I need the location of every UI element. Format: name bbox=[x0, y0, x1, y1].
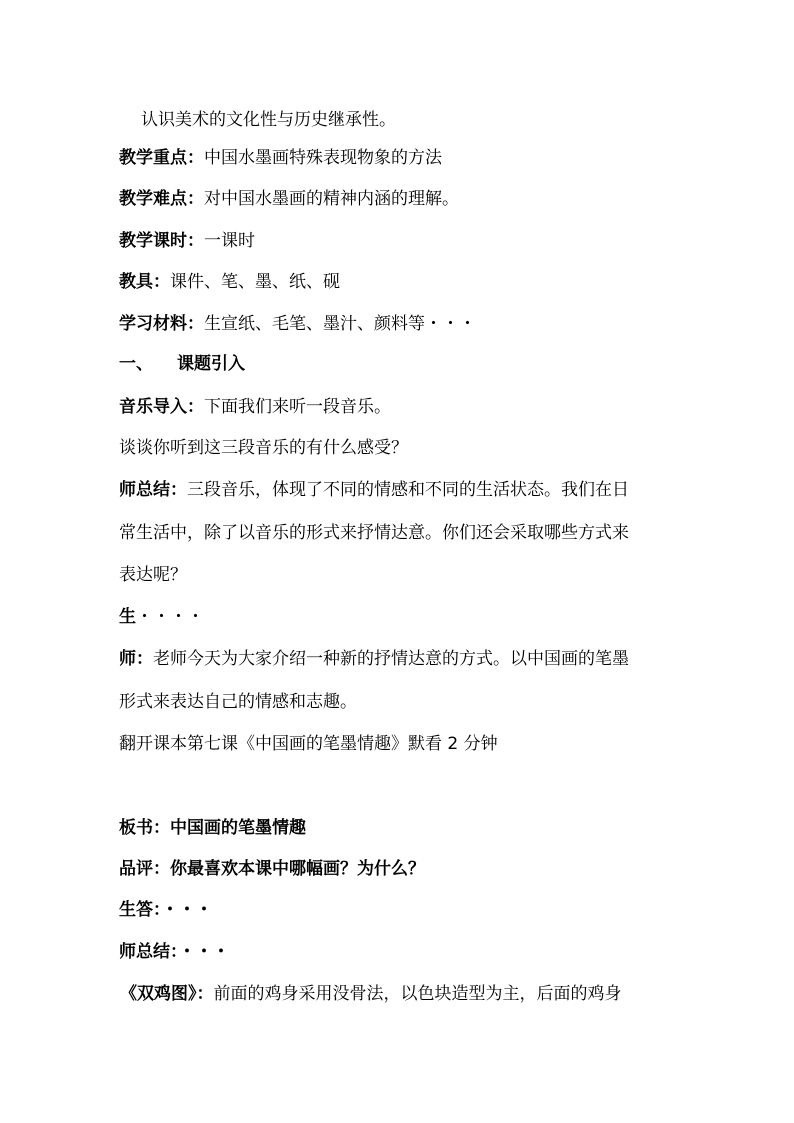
open-book-line: 翻开课本第七课《中国画的笔墨情趣》默看 2 分钟 bbox=[119, 734, 498, 754]
teacher-text-1: 老师今天为大家介绍一种新的抒情达意的方式。以中国画的笔墨 bbox=[153, 649, 629, 669]
summary1-text-1: 三段音乐，体现了不同的情感和不同的生活状态。我们在日 bbox=[187, 480, 629, 500]
music-label: 音乐导入： bbox=[119, 397, 204, 417]
teacher-label: 师： bbox=[119, 649, 153, 669]
section-heading bbox=[119, 352, 689, 376]
comment-label: 品评： bbox=[119, 859, 170, 879]
student2-text: ・・・ bbox=[161, 900, 213, 920]
tools-text: 课件、笔、墨、纸、砚 bbox=[170, 272, 340, 292]
difficulty-text: 对中国水墨画的精神内涵的理解。 bbox=[204, 189, 459, 209]
teacher-line-2: 形式来表达自己的情感和志趣。 bbox=[119, 692, 357, 712]
student1-label: 生 bbox=[119, 607, 136, 627]
key-point-text: 中国水墨画特殊表现物象的方法 bbox=[204, 148, 442, 168]
hours-line bbox=[119, 229, 689, 253]
board-text: 中国画的笔墨情趣 bbox=[170, 818, 306, 838]
summary1-label: 师总结： bbox=[119, 480, 187, 500]
music-text: 下面我们来听一段音乐。 bbox=[204, 397, 391, 417]
key-point-line bbox=[119, 146, 689, 170]
summary1-line-3: 表达呢？ bbox=[119, 565, 187, 585]
student2-line bbox=[119, 898, 689, 922]
hours-label: 教学课时： bbox=[119, 231, 204, 251]
music-line bbox=[119, 395, 689, 419]
materials-line bbox=[119, 312, 689, 336]
difficulty-label: 教学难点： bbox=[119, 189, 204, 209]
section-title: 课题引入 bbox=[177, 354, 245, 374]
student2-label: 生答： bbox=[119, 900, 162, 920]
comment-line bbox=[119, 857, 689, 881]
summary2-text: ・・・ bbox=[178, 942, 230, 962]
student1-text: ・・・・ bbox=[136, 607, 204, 627]
question-line: 谈谈你听到这三段音乐的有什么感受？ bbox=[119, 438, 408, 458]
summary2-line bbox=[119, 940, 689, 964]
comment-text: 你最喜欢本课中哪幅画？为什么？ bbox=[170, 859, 425, 879]
summary1-line-2: 常生活中，除了以音乐的形式来抒情达意。你们还会采取哪些方式来 bbox=[119, 523, 629, 543]
painting-line bbox=[120, 982, 690, 1006]
intro-line: 认识美术的文化性与历史继承性。 bbox=[141, 110, 396, 130]
teacher-line-1 bbox=[119, 647, 689, 671]
materials-label: 学习材料： bbox=[119, 314, 204, 334]
board-line bbox=[119, 816, 689, 840]
section-number: 一、 bbox=[119, 354, 153, 374]
summary2-label: 师总结： bbox=[119, 942, 179, 962]
summary1-line-1 bbox=[119, 478, 689, 502]
difficulty-line bbox=[119, 187, 689, 211]
painting-label: 《双鸡图》： bbox=[120, 984, 214, 1004]
materials-text: 生宣纸、毛笔、墨汁、颜料等・・・ bbox=[204, 314, 476, 334]
tools-line bbox=[119, 270, 689, 294]
board-label: 板书： bbox=[119, 818, 170, 838]
hours-text: 一课时 bbox=[204, 231, 255, 251]
key-point-label: 教学重点： bbox=[119, 148, 204, 168]
student1-line bbox=[119, 605, 689, 629]
painting-text: 前面的鸡身采用没骨法，以色块造型为主，后面的鸡身 bbox=[213, 984, 622, 1004]
tools-label: 教具： bbox=[119, 272, 170, 292]
